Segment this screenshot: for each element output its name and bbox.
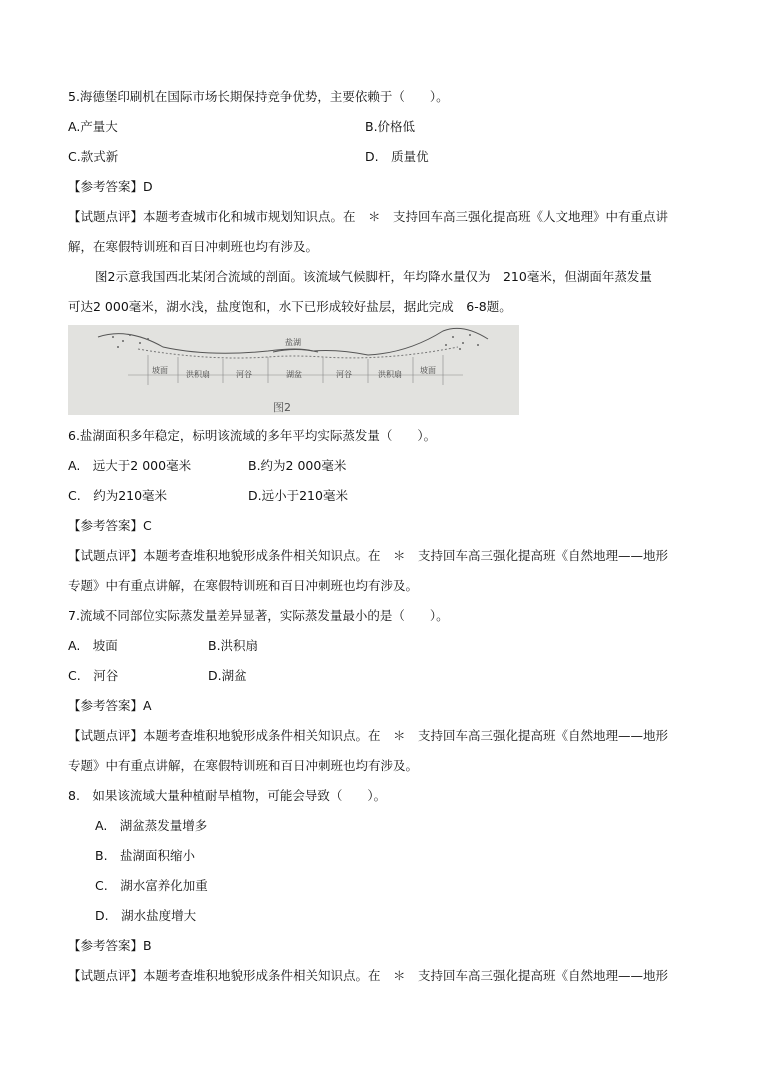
q6-option-c: C. 约为210毫米 [68,488,168,503]
intro-line-2: 可达2 000毫米，湖水浅，盐度饱和，水下已形成较好盐层，据此完成 6-8题。 [68,299,512,314]
q5-option-b: B.价格低 [365,119,416,134]
label-lake-basin: 湖盆 [286,370,302,379]
q5-answer: 【参考答案】D [68,179,153,194]
q7-answer: 【参考答案】A [68,698,152,713]
lake-label: 盐湖 [285,338,301,347]
q8-comment: 【试题点评】本题考查堆积地貌形成条件相关知识点。在 ＊ 支持回车高三强化提高班《自然地理——地形 [68,968,669,983]
q6-answer: 【参考答案】C [68,518,152,533]
q5-comment-cont: 解，在寒假特训班和百日冲刺班也均有涉及。 [68,239,319,254]
q8-option-b: B. 盐湖面积缩小 [95,848,196,863]
q7-option-b: B.洪积扇 [208,638,259,653]
q6-comment: 【试题点评】本题考查堆积地貌形成条件相关知识点。在 ＊ 支持回车高三强化提高班《自然地理——地形 [68,548,669,563]
q8-option-d: D. 湖水盐度增大 [95,908,197,923]
q8-answer: 【参考答案】B [68,938,152,953]
label-valley-left: 河谷 [236,370,252,379]
q6-comment-cont: 专题》中有重点讲解，在寒假特训班和百日冲刺班也均有涉及。 [68,578,419,593]
figure-caption: 图2 [273,401,291,414]
q7-comment-cont: 专题》中有重点讲解，在寒假特训班和百日冲刺班也均有涉及。 [68,758,419,773]
q7-comment: 【试题点评】本题考查堆积地貌形成条件相关知识点。在 ＊ 支持回车高三强化提高班《自然地理——地形 [68,728,669,743]
intro-line-1: 图2示意我国西北某闭合流域的剖面。该流域气候脚杆，年均降水量仅为 210毫米，但湖面年蒸发量 [95,269,652,284]
q7-option-a: A. 坡面 [68,638,118,653]
q5-option-c: C.款式新 [68,149,119,164]
q8-stem: 8. 如果该流域大量种植耐旱植物，可能会导致（ ）。 [68,788,387,803]
q7-option-d: D.湖盆 [208,668,247,683]
label-alluvial-fan-right: 洪积扇 [378,370,402,379]
q5-comment: 【试题点评】本题考查城市化和城市规划知识点。在 ＊ 支持回车高三强化提高班《人文地理》中有重点讲 [68,209,669,224]
q6-option-a: A. 远大于2 000毫米 [68,458,192,473]
q5-option-a: A.产量大 [68,119,118,134]
label-slope-right: 坡面 [420,366,436,375]
label-alluvial-fan-left: 洪积扇 [186,370,210,379]
q8-option-a: A. 湖盆蒸发量增多 [95,818,208,833]
figure-2-cross-section [68,325,519,415]
q5-stem: 5.海德堡印刷机在国际市场长期保持竞争优势，主要依赖于（ ）。 [68,89,449,104]
label-slope-left: 坡面 [152,366,168,375]
q8-option-c: C. 湖水富养化加重 [95,878,208,893]
q5-option-d: D. 质量优 [365,149,429,164]
q7-stem: 7.流域不同部位实际蒸发量差异显著，实际蒸发量最小的是（ ）。 [68,608,449,623]
q6-option-b: B.约为2 000毫米 [248,458,347,473]
q6-stem: 6.盐湖面积多年稳定，标明该流域的多年平均实际蒸发量（ ）。 [68,428,437,443]
label-valley-right: 河谷 [336,370,352,379]
q6-option-d: D.远小于210毫米 [248,488,348,503]
q7-option-c: C. 河谷 [68,668,119,683]
